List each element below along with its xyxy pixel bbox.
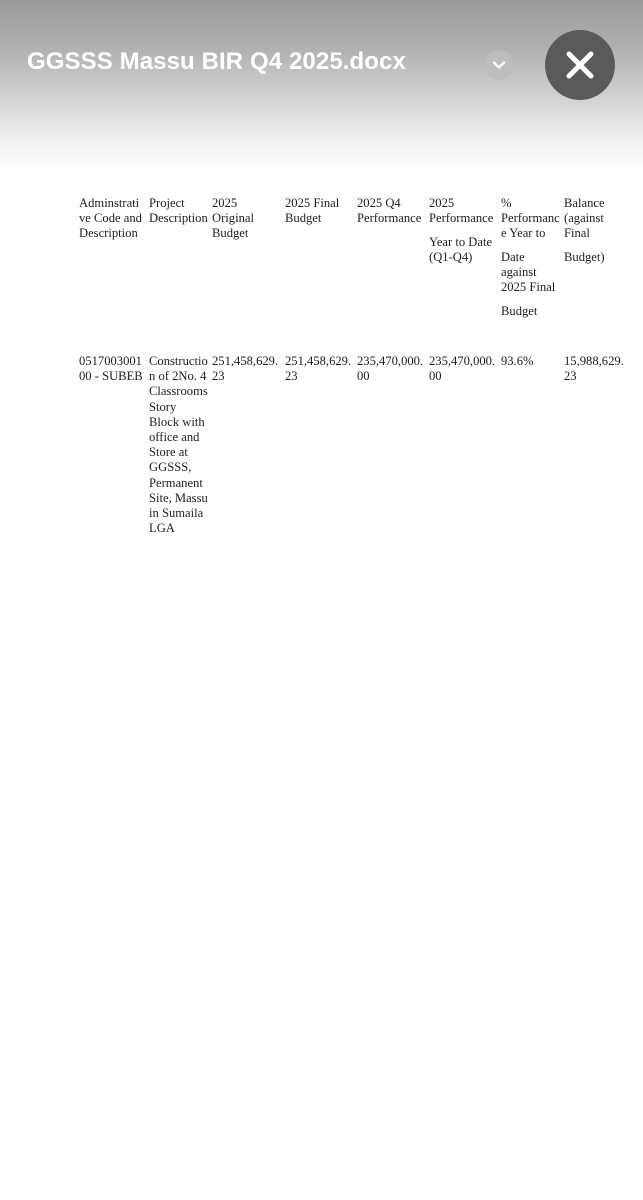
header-ytd-performance: 2025 Performance bbox=[429, 196, 494, 226]
viewer-header bbox=[0, 0, 643, 170]
row-ytd-performance: 235,470,000. 00 bbox=[429, 354, 496, 384]
close-button[interactable] bbox=[545, 30, 615, 100]
row-original-budget: 251,458,629. 23 bbox=[212, 354, 279, 384]
close-icon bbox=[564, 49, 596, 81]
row-percent-performance: 93.6% bbox=[501, 354, 534, 368]
header-percent-performance-against: Date against 2025 Final bbox=[501, 250, 556, 295]
header-project-description: Project Description bbox=[149, 196, 208, 226]
row-admin-code: 0517003001 00 - SUBEB bbox=[79, 354, 143, 384]
header-percent-performance-budget: Budget bbox=[501, 304, 538, 318]
document-title: GGSSS Massu BIR Q4 2025.docx bbox=[27, 48, 406, 75]
header-q4-performance: 2025 Q4 Performance bbox=[357, 196, 422, 226]
header-balance: Balance (against Final bbox=[564, 196, 605, 241]
chevron-down-icon bbox=[492, 58, 506, 72]
header-admin-code: Adminstrati ve Code and Description bbox=[79, 196, 142, 241]
header-original-budget: 2025 Original Budget bbox=[212, 196, 254, 241]
header-ytd-performance-period: Year to Date (Q1-Q4) bbox=[429, 235, 493, 265]
header-balance-budget: Budget) bbox=[564, 250, 605, 264]
row-project-description: Constructio n of 2No. 4 Classrooms Story Block with office and Store at GGSSS, Permanent Site, Massu in Sumaila LGA bbox=[149, 354, 208, 536]
row-balance: 15,988,629. 23 bbox=[564, 354, 624, 384]
header-final-budget: 2025 Final Budget bbox=[285, 196, 340, 226]
title-dropdown-button[interactable] bbox=[484, 50, 514, 80]
header-percent-performance: % Performanc e Year to bbox=[501, 196, 560, 241]
row-final-budget: 251,458,629. 23 bbox=[285, 354, 352, 384]
row-q4-performance: 235,470,000. 00 bbox=[357, 354, 424, 384]
